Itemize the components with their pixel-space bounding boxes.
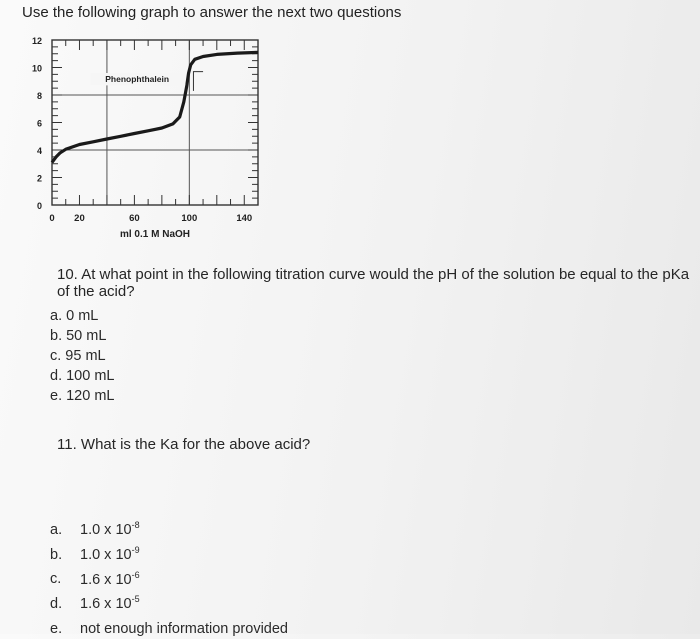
q10-option-e[interactable]: e. 120 mL: [50, 388, 115, 404]
question-10: 10. At what point in the following titration curve would the pH of the solution be equal to the pKa of the acid?: [57, 266, 690, 300]
y-tick-label: 6: [36, 118, 42, 129]
q11-option-b-label: b.: [50, 546, 63, 563]
x-axis-label: ml 0.1 M NaOH: [119, 229, 191, 240]
chart-tick-labels: [32, 36, 252, 224]
q11-option-b[interactable]: [50, 540, 288, 565]
titration-curve: [52, 52, 258, 162]
q11-option-b-value: 1.0 x 10: [80, 546, 132, 563]
q11-option-e[interactable]: [50, 614, 288, 639]
q11-option-a-exp: -8: [131, 520, 140, 530]
q11-option-a[interactable]: [50, 515, 288, 540]
q11-option-c-exp: -6: [131, 569, 140, 580]
x-tick-label: 20: [74, 213, 85, 224]
y-tick-label: 12: [31, 36, 42, 46]
plot-frame: [52, 40, 258, 205]
question-11-options: [50, 515, 288, 639]
question-11: 11. What is the Ka for the above acid?: [57, 436, 311, 453]
x-tick-label: 60: [129, 213, 140, 224]
y-tick-label: 0: [36, 201, 42, 211]
q11-option-c-value: 1.6 x 10: [80, 571, 132, 588]
y-tick-label: 2: [36, 173, 42, 184]
q11-option-a-value: 1.0 x 10: [80, 521, 132, 538]
q10-option-d[interactable]: d. 100 mL: [50, 368, 115, 384]
q11-option-e-value: not enough information provided: [80, 621, 288, 638]
q11-option-d-value: 1.6 x 10: [80, 596, 132, 613]
indicator-label: Phenophthalein: [105, 73, 170, 84]
x-tick-label: 0: [49, 213, 55, 224]
y-tick-label: 4: [36, 146, 42, 156]
instruction-heading: Use the following graph to answer the next two questions: [22, 4, 402, 21]
chart-grid: [52, 40, 258, 205]
q11-option-c-label: c.: [50, 571, 62, 588]
q10-option-c[interactable]: c. 95 mL: [50, 348, 106, 364]
question-10-options: [50, 306, 115, 406]
q11-option-c[interactable]: [50, 565, 288, 590]
chart-ticks: [52, 40, 258, 205]
q10-option-b[interactable]: b. 50 mL: [50, 328, 107, 344]
q10-option-a[interactable]: a. 0 mL: [50, 308, 99, 324]
q11-option-b-exp: -9: [131, 544, 140, 555]
q11-option-d[interactable]: [50, 589, 288, 614]
y-tick-label: 8: [36, 91, 42, 101]
q11-option-a-label: a.: [50, 521, 63, 538]
titration-chart: [0, 30, 300, 250]
x-tick-label: 100: [181, 213, 198, 224]
x-tick-label: 140: [236, 213, 253, 224]
q11-option-e-label: e.: [50, 621, 63, 638]
q11-option-d-label: d.: [50, 596, 63, 613]
q11-option-d-exp: -5: [131, 594, 140, 605]
y-tick-label: 10: [31, 63, 42, 74]
indicator-bracket: [193, 72, 203, 91]
